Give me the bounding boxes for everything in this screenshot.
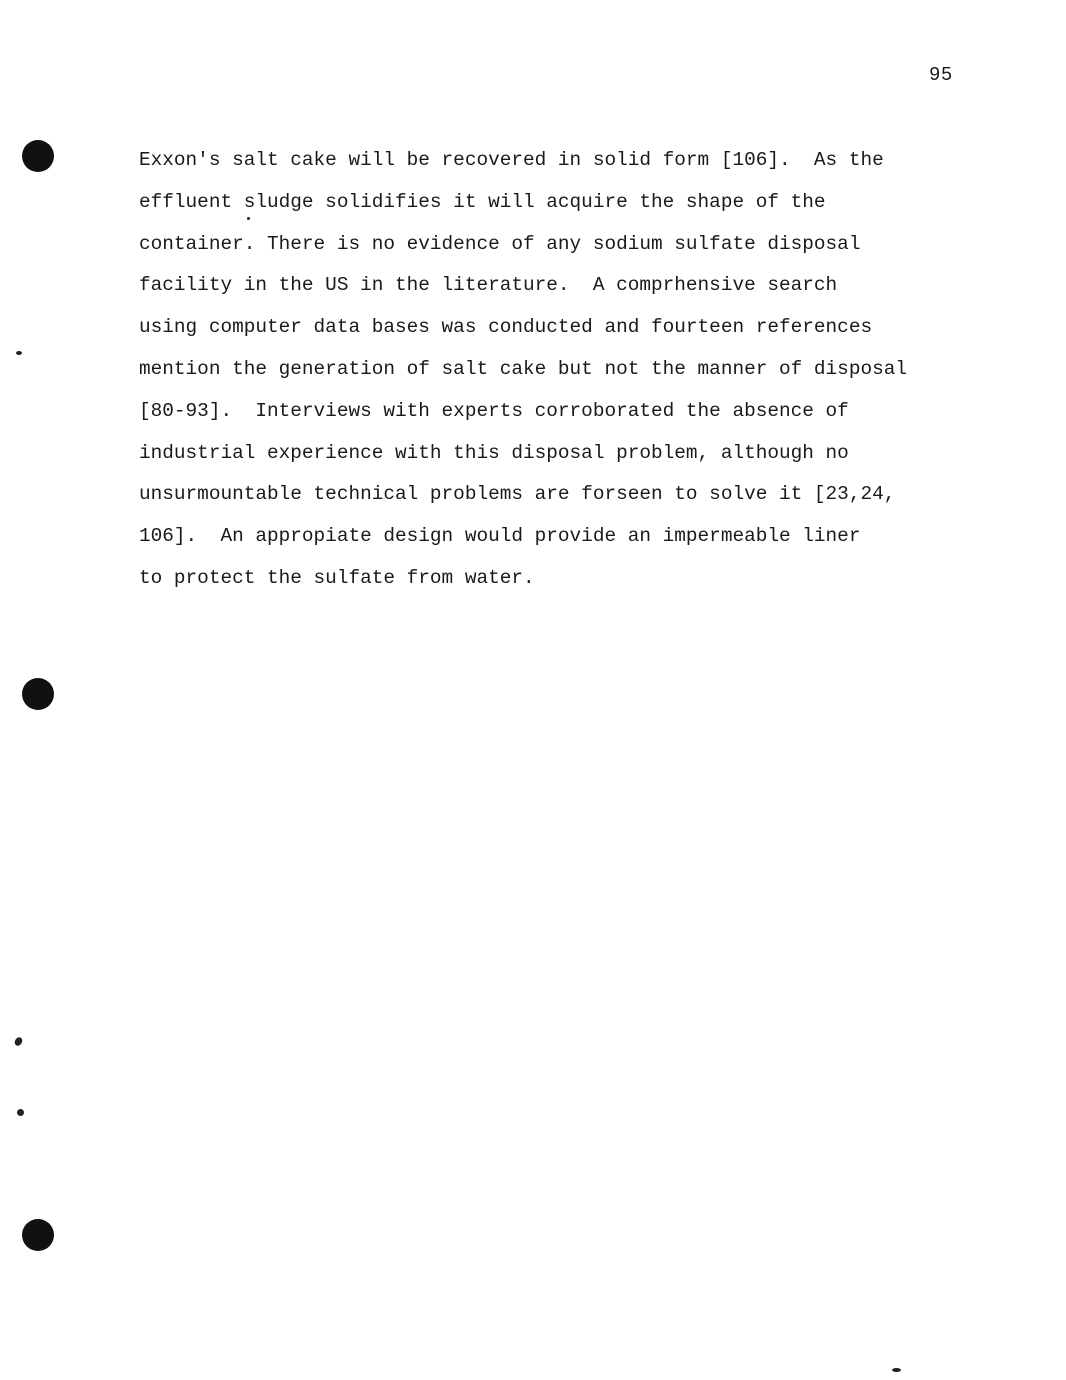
scan-speck [13, 1036, 24, 1047]
text-line: container. There is no evidence of any sodium sulfate disposal [139, 232, 861, 255]
punch-hole-top [22, 140, 54, 172]
punch-hole-middle [22, 678, 54, 710]
text-line: using computer data bases was conducted and fourteen references [139, 316, 873, 339]
scan-speck [892, 1368, 901, 1372]
text-line: unsurmountable technical problems are forseen to solve it [23,24, [139, 483, 896, 506]
scan-speck [247, 217, 250, 220]
body-paragraph [139, 140, 979, 600]
text-line: industrial experience with this disposal problem, although no [139, 441, 849, 464]
punch-hole-bottom [22, 1219, 54, 1251]
scan-speck [17, 1109, 24, 1116]
text-line: 106]. An appropiate design would provide an impermeable liner [139, 525, 861, 548]
text-line: to protect the sulfate from water. [139, 566, 535, 589]
text-line: Exxon's salt cake will be recovered in solid form [106]. As the [139, 149, 884, 171]
text-line: facility in the US in the literature. A comprhensive search [139, 274, 838, 297]
scan-speck [16, 351, 22, 355]
text-line: mention the generation of salt cake but not the manner of disposal [139, 357, 907, 380]
text-line: [80-93]. Interviews with experts corroborated the absence of [139, 399, 849, 422]
text-line: effluent sludge solidifies it will acquire the shape of the [139, 190, 826, 213]
page-number: 95 [929, 64, 953, 86]
